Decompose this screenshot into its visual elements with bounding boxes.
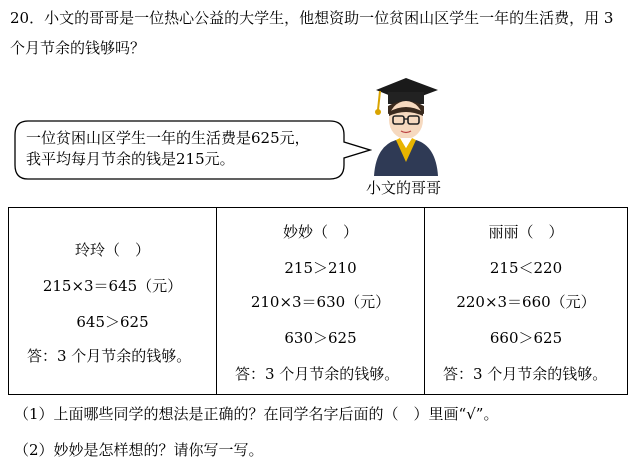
calc-line: 215＜220 xyxy=(489,259,563,277)
column-lingling xyxy=(9,208,217,394)
calc-line: 210×3＝630（元） xyxy=(250,293,391,311)
calc-line: 215＞210 xyxy=(284,259,357,277)
question-text-line2: 个月节余的钱够吗？ xyxy=(10,39,146,57)
bubble-text-line2: 我平均每月节余的钱是215元。 xyxy=(26,150,235,168)
column-lili xyxy=(425,208,627,394)
figure-caption: 小文的哥哥 xyxy=(366,179,442,197)
question-text-line1: 20．小文的哥哥是一位热心公益的大学生，他想资助一位贫困山区学生一年的生活费，用 3 xyxy=(10,9,614,27)
calc-line: 660＞625 xyxy=(489,329,563,347)
sub-question-1: （1）上面哪些同学的想法是正确的？在同学名字后面的（ ）里画“√”。 xyxy=(14,405,499,423)
column-header: 丽丽（ ） xyxy=(488,223,564,241)
answer-line: 答：3 个月节余的钱够。 xyxy=(235,365,400,383)
answer-line: 答：3 个月节余的钱够。 xyxy=(27,347,192,365)
sub-question-2: （2）妙妙是怎样想的？请你写一写。 xyxy=(14,441,264,459)
answer-table xyxy=(8,207,628,395)
answer-line: 答：3 个月节余的钱够。 xyxy=(443,365,608,383)
column-header: 玲玲（ ） xyxy=(74,241,150,259)
bubble-text-line1: 一位贫困山区学生一年的生活费是625元， xyxy=(26,129,310,147)
calc-line: 630＞625 xyxy=(284,329,357,347)
graduate-student-icon xyxy=(360,72,450,176)
calc-line: 215×3＝645（元） xyxy=(42,277,183,295)
column-miaomiao xyxy=(217,208,425,394)
speech-bubble xyxy=(14,120,372,180)
column-header: 妙妙（ ） xyxy=(282,223,358,241)
calc-line: 645＞625 xyxy=(76,313,149,331)
calc-line: 220×3＝660（元） xyxy=(456,293,596,311)
